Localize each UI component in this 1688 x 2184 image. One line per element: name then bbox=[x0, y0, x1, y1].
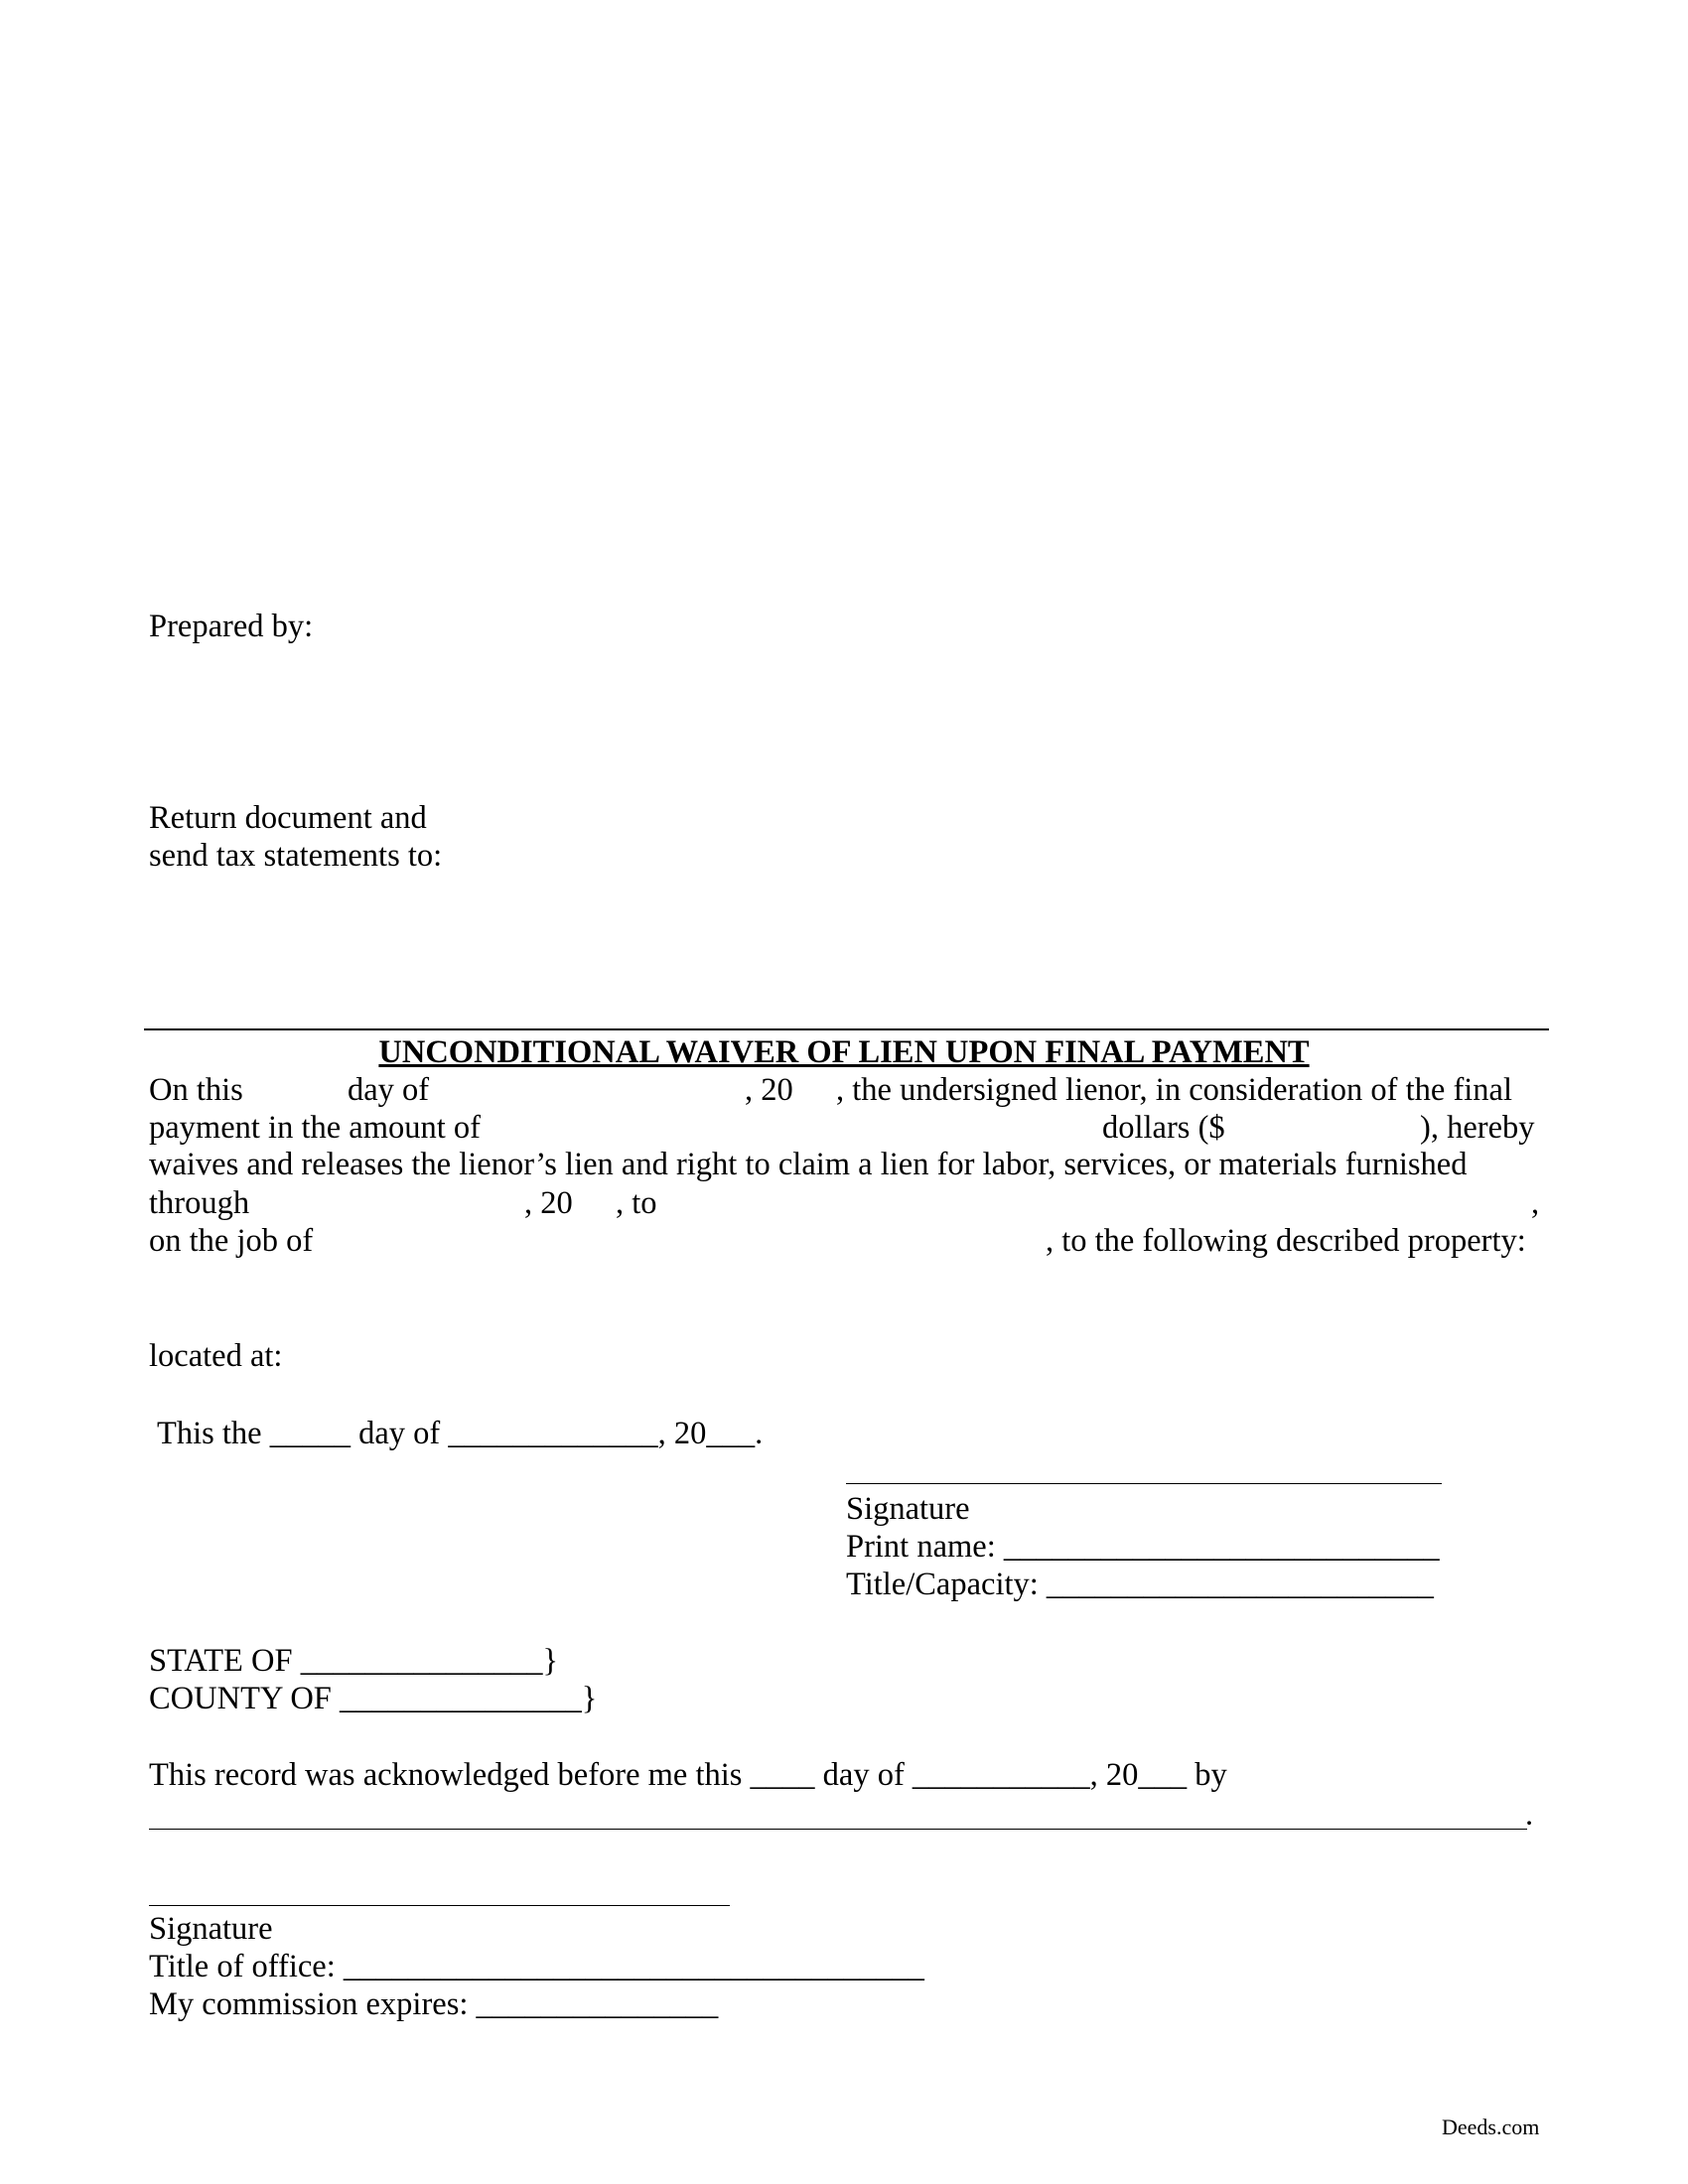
commission-expires-field: My commission expires: _______________ bbox=[149, 1986, 719, 2022]
acknowledgment-line: This record was acknowledged before me this ____ day of ___________, 20___ by bbox=[149, 1757, 1227, 1793]
signature-label: Signature bbox=[846, 1491, 970, 1527]
body-undersigned-lienor: , the undersigned lienor, in consideration of the final bbox=[836, 1072, 1513, 1108]
state-of-field: STATE OF _______________} bbox=[149, 1643, 559, 1679]
body-day-of: day of bbox=[348, 1072, 430, 1108]
county-of-field: COUNTY OF _______________} bbox=[149, 1681, 598, 1716]
prepared-by-label: Prepared by: bbox=[149, 609, 314, 644]
body-year-prefix: , 20 bbox=[745, 1072, 793, 1108]
body-payment-amount: payment in the amount of bbox=[149, 1110, 481, 1146]
body-described-property: , to the following described property: bbox=[1046, 1223, 1526, 1259]
body-waives-releases: waives and releases the lienor’s lien and right to claim a lien for labor, services, or materials furnished bbox=[149, 1147, 1468, 1182]
return-document-label: Return document and bbox=[149, 800, 427, 836]
body-on-this: On this bbox=[149, 1072, 243, 1108]
title-divider bbox=[144, 1028, 1549, 1030]
title-of-office-field: Title of office: ____________________________________ bbox=[149, 1949, 924, 1984]
document-title: UNCONDITIONAL WAIVER OF LIEN UPON FINAL PAYMENT bbox=[378, 1034, 1310, 1070]
body-through: through bbox=[149, 1185, 250, 1221]
acknowledged-period: . bbox=[1525, 1797, 1534, 1833]
body-to: , to bbox=[616, 1185, 657, 1221]
signature-line bbox=[846, 1483, 1442, 1484]
title-capacity-field: Title/Capacity: ________________________ bbox=[846, 1567, 1434, 1602]
notary-signature-line bbox=[149, 1905, 730, 1906]
acknowledged-by-line bbox=[149, 1829, 1527, 1830]
body-through-year: , 20 bbox=[524, 1185, 573, 1221]
notary-signature-label: Signature bbox=[149, 1911, 273, 1947]
located-at-label: located at: bbox=[149, 1338, 283, 1374]
body-hereby: ), hereby bbox=[1420, 1110, 1535, 1146]
print-name-field: Print name: ___________________________ bbox=[846, 1529, 1440, 1565]
send-tax-statements-label: send tax statements to: bbox=[149, 838, 443, 874]
body-job-of: on the job of bbox=[149, 1223, 314, 1259]
this-the-date-line: This the _____ day of _____________, 20___. bbox=[157, 1416, 764, 1451]
footer-brand: Deeds.com bbox=[1442, 2115, 1540, 2139]
body-dollars: dollars ($ bbox=[1102, 1110, 1225, 1146]
body-comma: , bbox=[1531, 1185, 1540, 1221]
